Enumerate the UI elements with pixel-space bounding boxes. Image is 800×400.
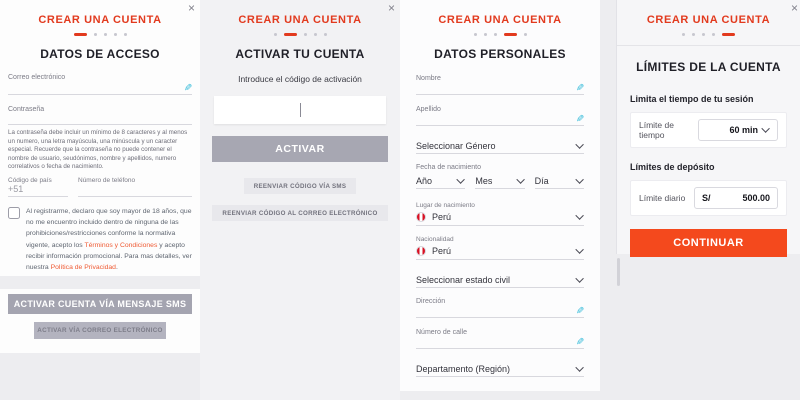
country-code-select[interactable]: +51 <box>8 184 68 197</box>
step-indicator <box>702 33 705 36</box>
birthplace-label: Lugar de nacimiento <box>416 202 475 209</box>
session-limit-section-label: Limita el tiempo de tu sesión <box>630 94 754 104</box>
chevron-down-icon <box>457 175 465 183</box>
progress-stepper <box>200 32 400 36</box>
chevron-down-icon <box>516 175 524 183</box>
resend-code-email-button[interactable]: REENVIAR CÓDIGO AL CORREO ELECTRÓNICO <box>212 205 387 221</box>
page-title: CREAR UNA CUENTA <box>438 14 562 26</box>
step-indicator <box>712 33 715 36</box>
last-name-input[interactable] <box>416 113 584 126</box>
section-heading: DATOS DE ACCESO <box>40 47 160 61</box>
password-label: Contraseña <box>8 106 45 113</box>
currency-prefix: S/ <box>702 193 711 203</box>
close-icon[interactable]: × <box>187 1 195 15</box>
screen-limites-cuenta <box>600 0 800 400</box>
privacy-link[interactable]: Política de Privacidad <box>50 263 116 271</box>
address-input[interactable] <box>416 305 584 318</box>
country-code-label: Código de país <box>8 176 52 184</box>
consent-text: Al registrarme, declaro que soy mayor de 18 años, que no me encuentro incluido dentro de ninguna de las prohibiciones/restricciones conforme la normativa vigente, acepto los Términos y Condiciones y acepto recibir información promocional. Para mas detalles, ver nuestra Política de Privacidad. <box>26 207 192 271</box>
year-select[interactable]: Año <box>416 173 465 189</box>
first-name-label: Nombre <box>416 75 441 82</box>
activation-subtitle: Introduce el código de activación <box>238 74 362 84</box>
edit-pen-icon: ✎ <box>575 337 584 348</box>
chevron-down-icon <box>575 274 583 282</box>
close-icon[interactable]: × <box>387 1 395 15</box>
activar-button[interactable]: ACTIVAR <box>212 136 388 162</box>
step-indicator <box>114 33 117 36</box>
step-indicator-active <box>284 33 297 36</box>
step-indicator-active <box>504 33 517 36</box>
chevron-down-icon <box>575 245 583 253</box>
step-indicator <box>484 33 487 36</box>
screen-datos-de-acceso <box>0 0 200 400</box>
step-indicator-active <box>722 33 735 36</box>
last-name-label: Apellido <box>416 106 441 113</box>
continuar-button[interactable]: CONTINUAR <box>630 229 787 257</box>
session-limit-row <box>630 112 787 148</box>
activation-code-input[interactable] <box>214 96 386 124</box>
consent-row <box>8 206 192 273</box>
step-indicator <box>94 33 97 36</box>
resend-code-sms-button[interactable]: REENVIAR CÓDIGO VÍA SMS <box>244 178 357 194</box>
divider <box>617 45 800 46</box>
phone-fields <box>8 177 192 197</box>
chevron-down-icon <box>575 140 583 148</box>
first-name-input[interactable] <box>416 82 584 95</box>
chevron-down-icon <box>761 124 769 132</box>
screen-datos-personales <box>400 0 600 400</box>
session-limit-select[interactable]: 60 min <box>698 119 778 141</box>
deposit-limit-row <box>630 180 787 216</box>
phone-number-input[interactable] <box>78 184 192 197</box>
birthdate-selects <box>416 173 584 189</box>
section-heading: DATOS PERSONALES <box>434 47 566 61</box>
progress-stepper <box>630 32 787 36</box>
email-label: Correo electrónico <box>8 74 66 81</box>
text-cursor-icon <box>300 103 301 117</box>
step-indicator <box>274 33 277 36</box>
chevron-down-icon <box>575 211 583 219</box>
deposit-limit-label: Límite diario <box>639 193 686 203</box>
deposit-limit-input[interactable] <box>694 187 778 209</box>
page-title: CREAR UNA CUENTA <box>38 14 162 26</box>
peru-flag-icon <box>416 212 426 222</box>
step-indicator <box>124 33 127 36</box>
day-select[interactable]: Día <box>535 173 584 189</box>
step-indicator <box>104 33 107 36</box>
birthplace-select[interactable]: Perú <box>416 209 584 226</box>
session-limit-label: Límite de tiempo <box>639 120 674 140</box>
chevron-down-icon <box>575 175 583 183</box>
step-indicator <box>474 33 477 36</box>
phone-number-label: Número de teléfono <box>78 176 136 184</box>
section-heading: LÍMITES DE LA CUENTA <box>636 60 781 74</box>
consent-checkbox[interactable] <box>8 207 20 219</box>
month-select[interactable]: Mes <box>475 173 524 189</box>
nationality-select[interactable]: Perú <box>416 243 584 260</box>
gender-select[interactable]: Seleccionar Género <box>416 138 584 154</box>
region-select[interactable]: Departamento (Región) <box>416 361 584 377</box>
password-hint: La contraseña debe incluir un mínimo de 8 caracteres y al menos un numero, una letra mayúscula, una minúscula y un caracter especial. Recuerde que la contraseña no puede contener el nombre de usuario, seudónimos, nombre y apellidos, numero correlativos o fecha de nacimiento. <box>8 129 188 171</box>
personal-data-card <box>400 0 600 391</box>
street-number-input[interactable] <box>416 336 584 349</box>
step-indicator <box>692 33 695 36</box>
edit-pen-icon: ✎ <box>575 83 584 94</box>
edit-pen-icon: ✎ <box>183 83 192 94</box>
step-indicator <box>324 33 327 36</box>
scrollbar-thumb[interactable] <box>617 258 620 286</box>
activation-buttons-footer <box>0 289 200 353</box>
progress-stepper <box>8 32 192 36</box>
edit-pen-icon: ✎ <box>575 114 584 125</box>
access-data-card <box>0 0 200 276</box>
step-indicator <box>494 33 497 36</box>
section-heading: ACTIVAR TU CUENTA <box>235 47 365 61</box>
deposit-amount: 500.00 <box>742 193 770 203</box>
email-input[interactable] <box>8 81 192 95</box>
chevron-down-icon <box>575 363 583 371</box>
birthdate-label: Fecha de nacimiento <box>416 164 481 171</box>
deposit-limit-section-label: Límites de depósito <box>630 162 715 172</box>
marital-status-select[interactable]: Seleccionar estado civil <box>416 272 584 288</box>
nationality-label: Nacionalidad <box>416 236 454 243</box>
close-icon[interactable]: × <box>790 1 798 15</box>
step-indicator <box>524 33 527 36</box>
terms-link[interactable]: Términos y Condiciones <box>84 241 158 249</box>
activate-via-sms-button[interactable]: ACTIVAR CUENTA VÍA MENSAJE SMS <box>8 294 192 314</box>
screen-activar-cuenta <box>200 0 400 400</box>
street-number-label: Número de calle <box>416 329 467 336</box>
page-title: CREAR UNA CUENTA <box>646 14 771 26</box>
activate-via-email-button[interactable]: ACTIVAR VÍA CORREO ELECTRÓNICO <box>34 322 166 339</box>
page-title: CREAR UNA CUENTA <box>238 14 362 26</box>
step-indicator <box>304 33 307 36</box>
address-label: Dirección <box>416 298 446 305</box>
step-indicator <box>314 33 317 36</box>
step-indicator <box>682 33 685 36</box>
progress-stepper <box>416 32 584 36</box>
password-input[interactable] <box>8 113 192 125</box>
step-indicator-active <box>74 33 87 36</box>
edit-pen-icon: ✎ <box>575 306 584 317</box>
limits-card <box>616 0 800 254</box>
peru-flag-icon <box>416 246 426 256</box>
